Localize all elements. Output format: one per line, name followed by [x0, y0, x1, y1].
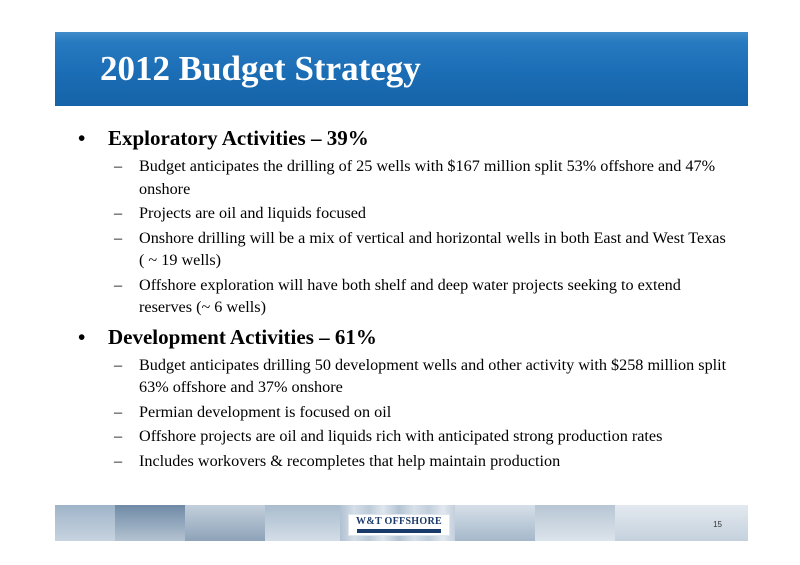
section-heading-text: Exploratory Activities – 39%: [108, 126, 369, 150]
list-item-text: Budget anticipates drilling 50 development wells and other activity with $258 million split 63% offshore and 37% onshore: [139, 355, 727, 396]
list-item-text: Offshore exploration will have both shelf and deep water projects seeking to extend reserves (~ 6 wells): [139, 275, 681, 316]
footer-photo-strip: [55, 505, 748, 541]
offshore-photo: [615, 505, 748, 541]
slide-content: [78, 126, 728, 478]
logo-text: W&T OFFSHORE: [356, 516, 442, 527]
bullet-icon: •: [78, 324, 86, 349]
offshore-photo: [185, 505, 265, 541]
company-logo: [348, 514, 450, 536]
section-heading-text: Development Activities – 61%: [108, 324, 377, 349]
development-list: [78, 354, 728, 473]
list-item-text: Projects are oil and liquids focused: [139, 204, 367, 222]
dash-icon: –: [114, 157, 123, 175]
exploratory-list: [78, 155, 728, 319]
dash-icon: –: [114, 228, 123, 247]
offshore-photo: [115, 505, 185, 541]
dash-icon: –: [114, 402, 123, 421]
section-heading-development: [78, 325, 728, 349]
list-item-text: Offshore projects are oil and liquids rich with anticipated strong production rates: [139, 427, 663, 445]
bullet-icon: •: [78, 126, 86, 150]
dash-icon: –: [114, 355, 123, 374]
list-item-text: Permian development is focused on oil: [139, 402, 392, 421]
list-item-text: Onshore drilling will be a mix of vertical and horizontal wells in both East and West Texas ( ~ 19 wells): [139, 228, 726, 269]
list-item: [78, 227, 728, 272]
slide-title: 2012 Budget Strategy: [100, 49, 421, 88]
list-item: [78, 274, 728, 319]
offshore-photo: [535, 505, 615, 541]
title-band: [55, 32, 748, 106]
offshore-photo: [455, 505, 535, 541]
list-item-text: Includes workovers & recompletes that help maintain production: [139, 451, 561, 470]
page-number: 15: [713, 520, 722, 529]
list-item: [78, 155, 728, 200]
list-item: [78, 202, 728, 225]
dash-icon: –: [114, 204, 123, 222]
offshore-photo: [265, 505, 340, 541]
list-item: [78, 450, 728, 473]
dash-icon: –: [114, 451, 123, 470]
dash-icon: –: [114, 275, 123, 294]
logo-underline: [357, 529, 441, 533]
list-item-text: Budget anticipates the drilling of 25 wells with $167 million split 53% offshore and 47% onshore: [139, 157, 716, 198]
list-item: [78, 401, 728, 424]
dash-icon: –: [114, 427, 123, 445]
list-item: [78, 354, 728, 399]
list-item: [78, 425, 728, 448]
offshore-photo: [55, 505, 115, 541]
section-heading-exploratory: [78, 126, 728, 150]
